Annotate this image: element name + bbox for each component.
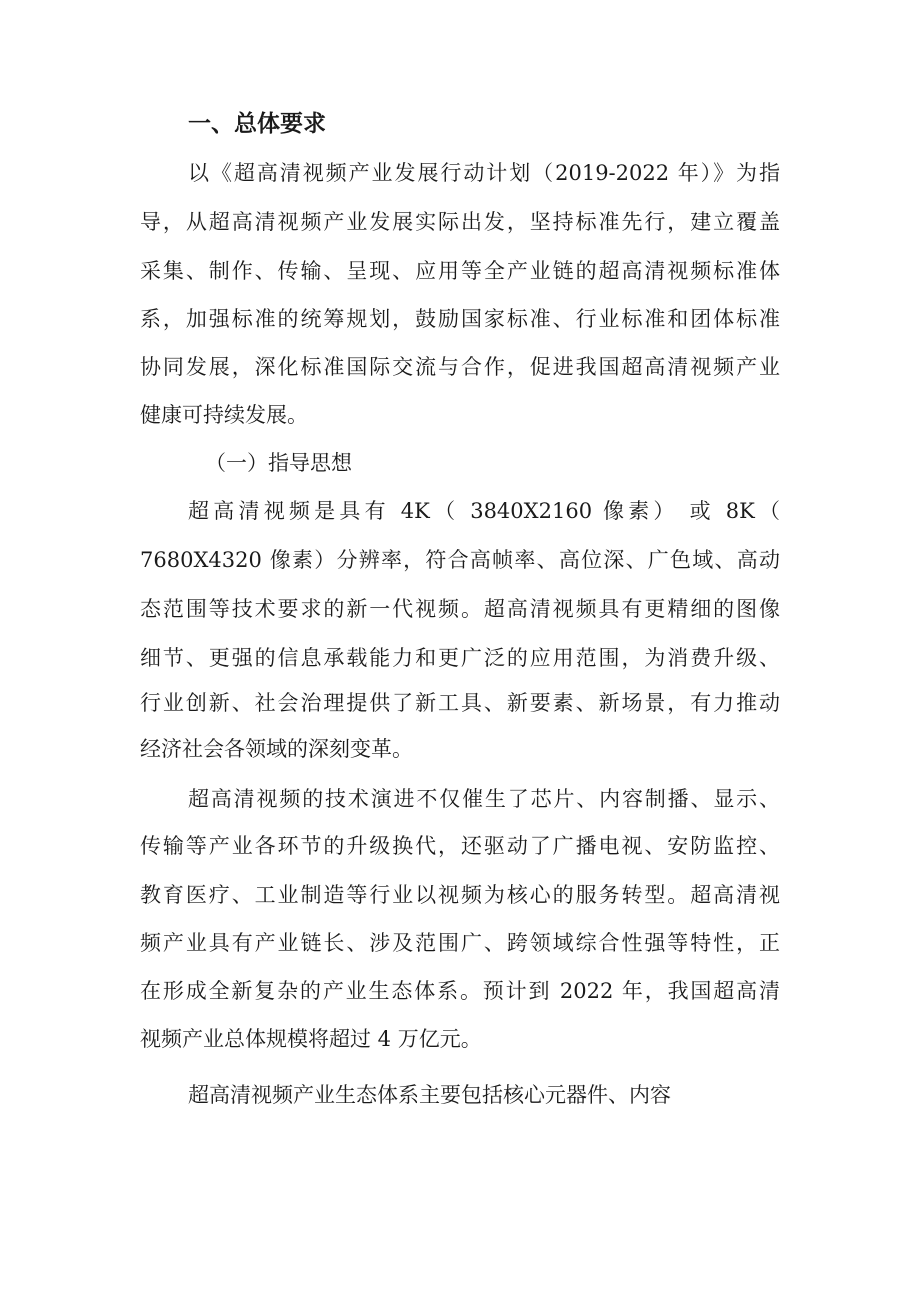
text-line: 7680X4320 像素）分辨率，符合高帧率、高位深、广色域、高动 bbox=[140, 548, 780, 572]
text-line: 采集、制作、传输、呈现、应用等全产业链的超高清视频标准体 bbox=[140, 259, 780, 283]
text-line: 超高清视频的技术演进不仅催生了芯片、内容制播、显示、 bbox=[188, 787, 780, 811]
text-line: 协同发展，深化标准国际交流与合作，促进我国超高清视频产业 bbox=[140, 355, 780, 379]
text-line: 以《超高清视频产业发展行动计划（2019-2022 年）》为指 bbox=[188, 161, 780, 185]
text-line: 细节、更强的信息承载能力和更广泛的应用范围，为消费升级、 bbox=[140, 646, 780, 670]
text-line: 超高清视频是具有 4K（ 3840X2160 像素） 或 8K（ bbox=[188, 499, 780, 523]
text-line: 健康可持续发展。 bbox=[140, 403, 308, 427]
text-line: 频产业具有产业链长、涉及范围广、跨领域综合性强等特性，正 bbox=[140, 931, 780, 955]
subsection-heading: （一）指导思想 bbox=[205, 451, 352, 475]
text-line: 在形成全新复杂的产业生态体系。预计到 2022 年，我国超高清 bbox=[140, 979, 780, 1003]
text-line: 传输等产业各环节的升级换代，还驱动了广播电视、安防监控、 bbox=[140, 834, 780, 858]
text-line: 态范围等技术要求的新一代视频。超高清视频具有更精细的图像 bbox=[140, 597, 780, 621]
text-line: 超高清视频产业生态体系主要包括核心元器件、内容 bbox=[188, 1083, 671, 1107]
section-heading: 一、总体要求 bbox=[188, 111, 326, 137]
text-line: 导，从超高清视频产业发展实际出发，坚持标准先行，建立覆盖 bbox=[140, 210, 780, 234]
text-line: 教育医疗、工业制造等行业以视频为核心的服务转型。超高清视 bbox=[140, 883, 780, 907]
text-line: 经济社会各领域的深刻变革。 bbox=[140, 737, 413, 761]
text-line: 行业创新、社会治理提供了新工具、新要素、新场景，有力推动 bbox=[140, 691, 780, 715]
text-line: 系，加强标准的统筹规划，鼓励国家标准、行业标准和团体标准 bbox=[140, 307, 780, 331]
text-line: 视频产业总体规模将超过 4 万亿元。 bbox=[140, 1027, 482, 1051]
